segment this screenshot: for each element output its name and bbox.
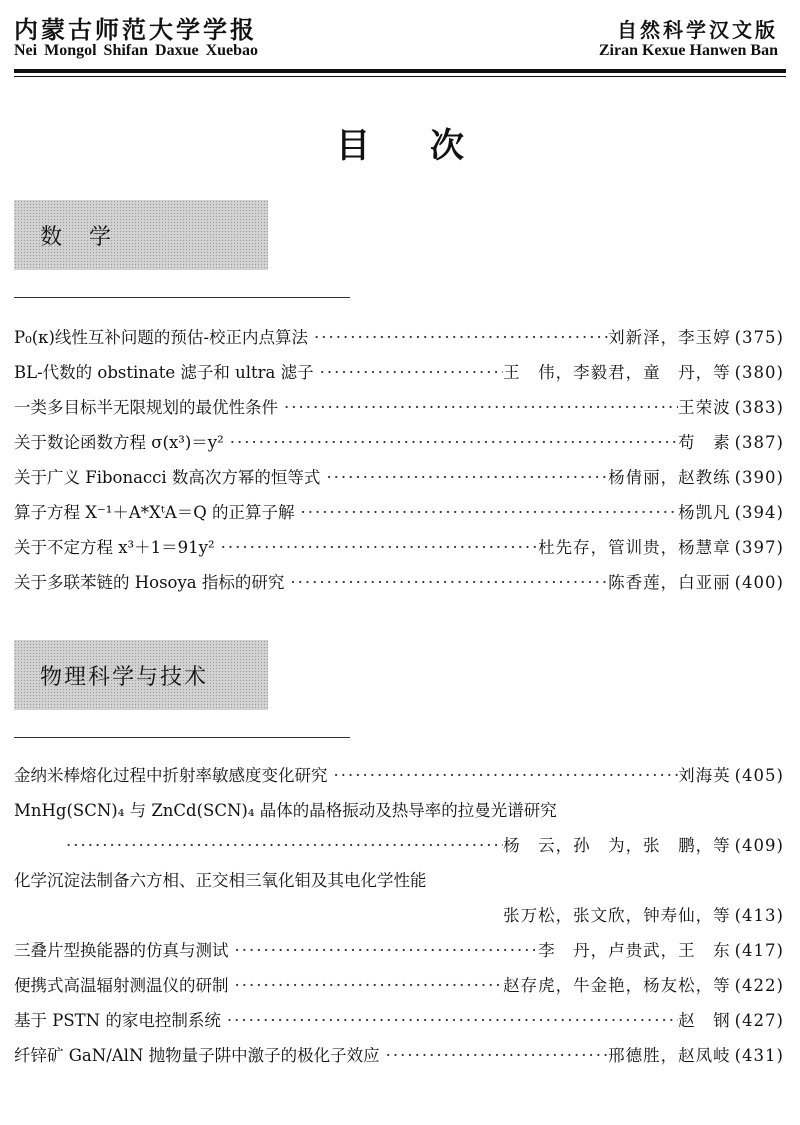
toc-entry[interactable]	[14, 758, 784, 793]
entry-title: 金纳米棒熔化过程中折射率敏感度变化研究	[14, 766, 328, 785]
entry-authors: 张万松，张文欣，钟寿仙，等	[503, 906, 731, 925]
entry-title: 一类多目标半无限规划的最优性条件	[14, 398, 278, 417]
dot-leader	[294, 495, 678, 530]
toc-entry[interactable]	[14, 968, 784, 1003]
entry-page: (380)	[734, 363, 784, 382]
dot-leader	[221, 1003, 678, 1038]
entry-authors: 陈香莲，白亚丽	[608, 573, 731, 592]
journal-name-pinyin: Nei Mongol Shifan Daxue Xuebao	[14, 42, 259, 59]
section-rule-physics	[14, 737, 350, 738]
journal-name-chinese: 内蒙古师范大学学报	[14, 16, 257, 44]
entry-authors: 王 伟，李毅君，童 丹，等	[503, 363, 731, 382]
dot-leader	[229, 933, 539, 968]
entry-page: (387)	[734, 433, 784, 452]
entry-title: 关于多联苯链的 Hosoya 指标的研究	[14, 573, 285, 592]
toc-entry[interactable]	[14, 530, 784, 565]
toc-entry[interactable]	[14, 495, 784, 530]
dot-leader	[314, 355, 503, 390]
entry-title: 三叠片型换能器的仿真与测试	[14, 941, 229, 960]
entry-authors: 赵 钢	[678, 1011, 731, 1030]
toc-entry[interactable]	[14, 320, 784, 355]
header-rule-thick	[14, 69, 786, 73]
dot-leader	[328, 758, 679, 793]
entry-title: 算子方程 X⁻¹＋A*XᵗA＝Q 的正算子解	[14, 503, 295, 522]
entry-page: (397)	[734, 538, 784, 557]
entry-authors: 李 丹，卢贵武，王 东	[538, 941, 731, 960]
entry-page: (375)	[734, 328, 784, 347]
toc-entry[interactable]	[14, 793, 784, 863]
dot-leader	[60, 828, 503, 863]
entry-page: (417)	[734, 941, 784, 960]
dot-leader	[284, 565, 608, 600]
toc-entries-math	[14, 320, 784, 600]
toc-entry[interactable]	[14, 1038, 784, 1073]
toc-entry[interactable]	[14, 425, 784, 460]
section-label-math: 数 学	[40, 225, 121, 250]
dot-leader	[215, 530, 539, 565]
dot-leader	[320, 460, 608, 495]
toc-entry[interactable]	[14, 1003, 784, 1038]
entry-authors: 杨倩丽，赵教练	[608, 468, 731, 487]
entry-title: BL-代数的 obstinate 滤子和 ultra 滤子	[14, 363, 314, 382]
section-label-physics: 物理科学与技术	[40, 665, 209, 690]
entry-authors: 王荣波	[678, 398, 731, 417]
dot-leader	[308, 320, 608, 355]
entry-page: (400)	[734, 573, 784, 592]
entry-title: 关于广义 Fibonacci 数高次方幂的恒等式	[14, 468, 321, 487]
entry-title: P₀(κ)线性互补问题的预估-校正内点算法	[14, 328, 308, 347]
dot-leader	[229, 968, 504, 1003]
dot-leader	[224, 425, 678, 460]
toc-entry[interactable]	[14, 933, 784, 968]
dot-leader	[380, 1038, 608, 1073]
entry-authors: 杨 云，孙 为，张 鹏，等	[503, 836, 731, 855]
entry-page: (422)	[734, 976, 784, 995]
toc-title: 目次	[336, 126, 524, 166]
entry-title: 化学沉淀法制备六方相、正交相三氧化钼及其电化学性能	[14, 871, 427, 890]
entry-title: 关于不定方程 x³＋1＝91y²	[14, 538, 215, 557]
toc-entries-physics	[14, 758, 784, 1073]
entry-authors: 杜先存，管训贵，杨慧章	[538, 538, 731, 557]
toc-entry[interactable]	[14, 390, 784, 425]
edition-name-chinese: 自然科学汉文版	[617, 18, 778, 42]
entry-page: (394)	[734, 503, 784, 522]
section-header-math	[14, 200, 268, 270]
edition-name-pinyin: Ziran Kexue Hanwen Ban	[598, 42, 778, 59]
entry-title: MnHg(SCN)₄ 与 ZnCd(SCN)₄ 晶体的晶格振动及热导率的拉曼光谱研究	[14, 801, 557, 820]
toc-entry[interactable]	[14, 460, 784, 495]
entry-authors: 刘海英	[678, 766, 731, 785]
entry-title: 纤锌矿 GaN/AlN 抛物量子阱中激子的极化子效应	[14, 1046, 380, 1065]
journal-header	[0, 0, 800, 78]
entry-authors: 赵存虎，牛金艳，杨友松，等	[503, 976, 731, 995]
entry-page: (390)	[734, 468, 784, 487]
entry-page: (413)	[734, 906, 784, 925]
entry-page: (405)	[734, 766, 784, 785]
section-rule-math	[14, 297, 350, 298]
toc-entry[interactable]	[14, 355, 784, 390]
dot-leader	[278, 390, 678, 425]
entry-authors: 邢德胜，赵凤岐	[608, 1046, 731, 1065]
entry-page: (409)	[734, 836, 784, 855]
entry-page: (427)	[734, 1011, 784, 1030]
entry-authors: 苟 素	[678, 433, 731, 452]
entry-title: 关于数论函数方程 σ(x³)＝y²	[14, 433, 224, 452]
entry-authors: 刘新泽，李玉婷	[608, 328, 731, 347]
header-rule-thin	[14, 76, 786, 77]
toc-entry[interactable]	[14, 863, 784, 933]
entry-title: 便携式高温辐射测温仪的研制	[14, 976, 229, 995]
entry-title: 基于 PSTN 的家电控制系统	[14, 1011, 221, 1030]
entry-page: (383)	[734, 398, 784, 417]
entry-page: (431)	[734, 1046, 784, 1065]
entry-authors: 杨凯凡	[678, 503, 731, 522]
section-header-physics	[14, 640, 268, 710]
toc-entry[interactable]	[14, 565, 784, 600]
